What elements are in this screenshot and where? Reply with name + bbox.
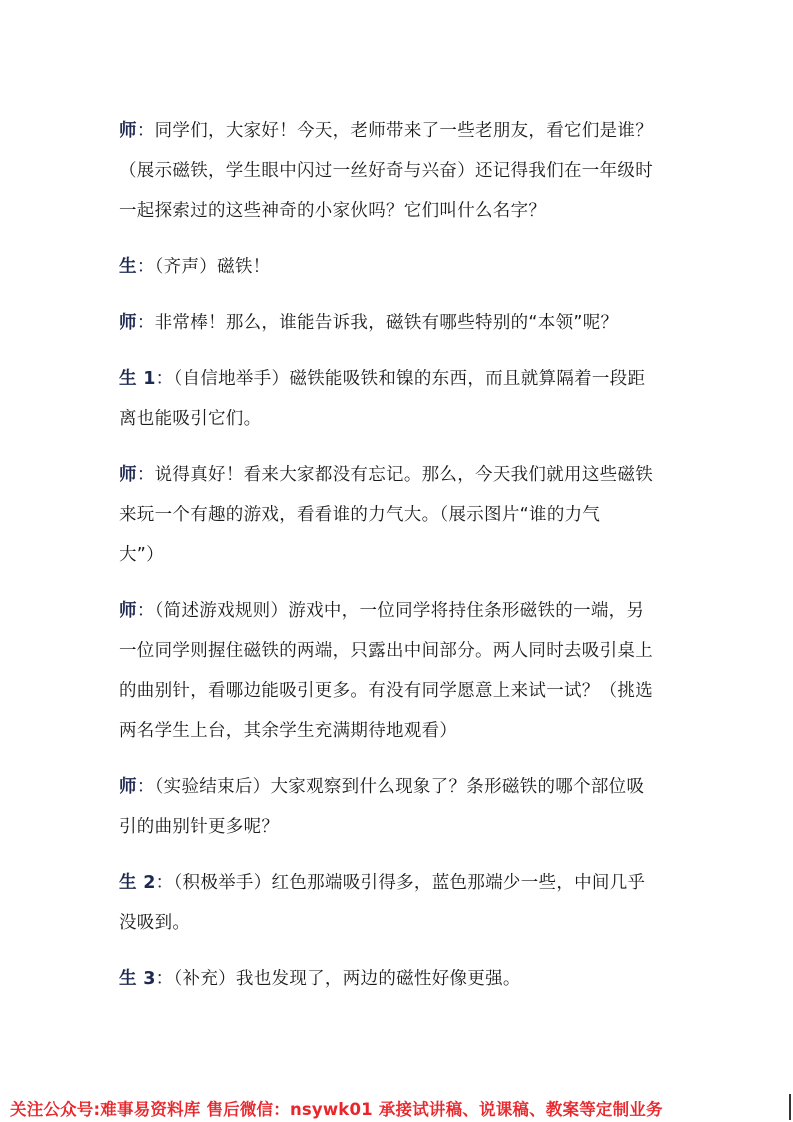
speaker-separator: ： — [155, 369, 174, 389]
dialogue-line — [119, 631, 689, 671]
speaker-separator: ： — [155, 873, 174, 893]
dialogue-text: 一位同学则握住磁铁的两端，只露出中间部分。两人同时去吸引桌上 — [119, 641, 653, 661]
dialogue-line — [119, 303, 689, 343]
speaker-separator: ： — [136, 257, 155, 277]
dialogue-text: 的曲别针，看哪边能吸引更多。有没有同学愿意上来试一试？（挑选 — [119, 681, 653, 701]
speaker-label: 师 — [119, 313, 137, 333]
dialogue-line — [119, 191, 689, 231]
dialogue-line — [119, 671, 689, 711]
speaker-label: 生 2 — [119, 873, 156, 893]
dialogue-line — [119, 807, 689, 847]
speaker-label: 生 1 — [119, 369, 156, 389]
dialogue-text: 两名学生上台，其余学生充满期待地观看） — [119, 721, 458, 741]
dialogue-line — [119, 247, 689, 287]
speaker-separator: ： — [155, 969, 174, 989]
dialogue-text: 一起探索过的这些神奇的小家伙吗？它们叫什么名字？ — [119, 201, 547, 221]
dialogue-text: 非常棒！那么，谁能告诉我，磁铁有哪些特别的“本领”呢？ — [154, 313, 619, 333]
dialogue-text: 说得真好！看来大家都没有忘记。那么，今天我们就用这些磁铁 — [154, 465, 654, 485]
dialogue-line — [119, 591, 689, 631]
dialogue-text: 来玩一个有趣的游戏，看看谁的力气大。（展示图片“谁的力气 — [119, 505, 601, 525]
dialogue-line — [119, 455, 689, 495]
dialogue-paragraph — [119, 863, 689, 943]
speaker-separator: ： — [136, 777, 155, 797]
dialogue-text: （实验结束后）大家观察到什么现象了？条形磁铁的哪个部位吸 — [154, 777, 645, 797]
speaker-label: 师 — [119, 601, 137, 621]
dialogue-line — [119, 903, 689, 943]
dialogue-line — [119, 399, 689, 439]
speaker-label: 生 3 — [119, 969, 156, 989]
footer-promo-text: 关注公众号:难事易资料库 售后微信：nsywk01 承接试讲稿、说课稿、教案等定制业务 — [10, 1100, 663, 1119]
dialogue-text: 引的曲别针更多呢？ — [119, 817, 280, 837]
dialogue-line — [119, 151, 689, 191]
dialogue-paragraph — [119, 767, 689, 847]
dialogue-text: （积极举手）红色那端吸引得多，蓝色那端少一些，中间几乎 — [173, 873, 646, 893]
dialogue-paragraph — [119, 959, 689, 999]
speaker-separator: ： — [136, 601, 155, 621]
dialogue-text: （展示磁铁，学生眼中闪过一丝好奇与兴奋）还记得我们在一年级时 — [119, 161, 653, 181]
dialogue-paragraph — [119, 303, 689, 343]
dialogue-line — [119, 359, 689, 399]
dialogue-line — [119, 495, 689, 535]
dialogue-text: 同学们，大家好！今天，老师带来了一些老朋友，看它们是谁？ — [154, 121, 654, 141]
dialogue-paragraph — [119, 591, 689, 751]
dialogue-line — [119, 863, 689, 903]
page-edge-divider — [789, 1094, 791, 1120]
speaker-separator: ： — [136, 465, 155, 485]
dialogue-line — [119, 111, 689, 151]
dialogue-line — [119, 711, 689, 751]
dialogue-line — [119, 959, 689, 999]
dialogue-paragraph — [119, 111, 689, 231]
dialogue-paragraph — [119, 247, 689, 287]
dialogue-text: （自信地举手）磁铁能吸铁和镍的东西，而且就算隔着一段距 — [173, 369, 646, 389]
speaker-label: 师 — [119, 121, 137, 141]
dialogue-paragraph — [119, 359, 689, 439]
dialogue-text: 大”） — [119, 545, 164, 565]
speaker-separator: ： — [136, 313, 155, 333]
dialogue-line — [119, 767, 689, 807]
dialogue-text: （补充）我也发现了，两边的磁性好像更强。 — [173, 969, 521, 989]
dialogue-text: （齐声）磁铁！ — [154, 257, 271, 277]
speaker-separator: ： — [136, 121, 155, 141]
dialogue-text: 离也能吸引它们。 — [119, 409, 262, 429]
dialogue-line — [119, 535, 689, 575]
dialogue-transcript — [119, 111, 689, 1015]
speaker-label: 师 — [119, 465, 137, 485]
dialogue-text: （简述游戏规则）游戏中，一位同学将持住条形磁铁的一端，另 — [154, 601, 645, 621]
speaker-label: 师 — [119, 777, 137, 797]
speaker-label: 生 — [119, 257, 137, 277]
dialogue-paragraph — [119, 455, 689, 575]
dialogue-text: 没吸到。 — [119, 913, 191, 933]
